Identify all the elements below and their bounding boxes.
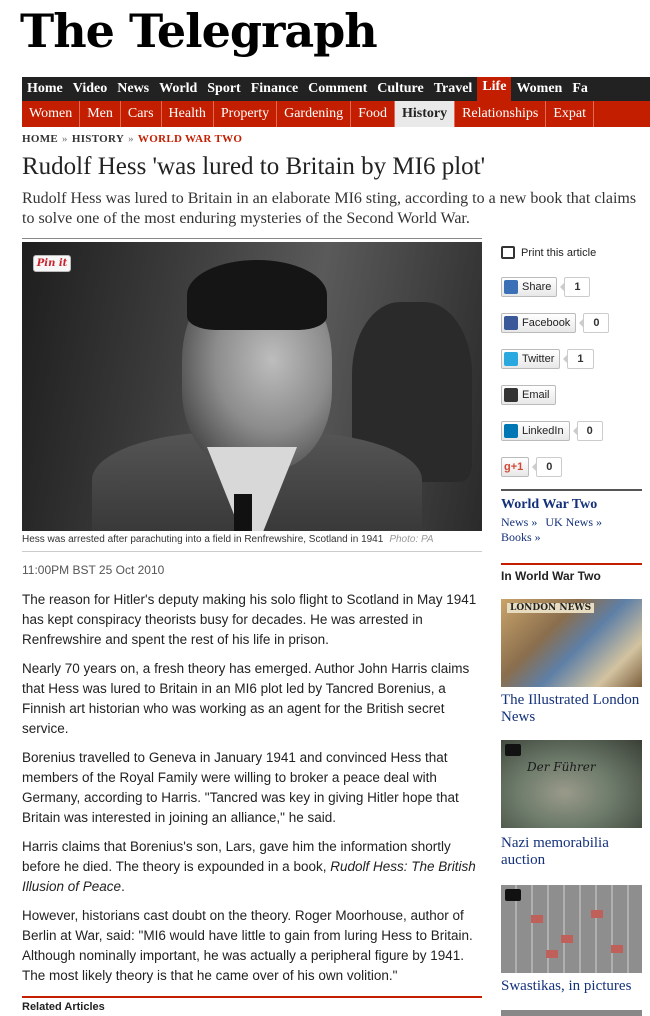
thumbnail-illustrated-london-news[interactable] (501, 599, 642, 687)
topic-title[interactable]: World War Two (501, 497, 598, 512)
print-article-link[interactable] (501, 246, 642, 259)
thumbnail-swastikas[interactable] (501, 885, 642, 973)
nav-item-fa[interactable]: Fa (572, 81, 588, 96)
photo-hair (187, 260, 327, 330)
thumbnail-text: Der Führer (527, 760, 596, 774)
divider (22, 551, 482, 552)
share-count: 0 (577, 421, 603, 441)
subnav-item-history[interactable]: History (395, 101, 455, 127)
tile-mark (531, 915, 543, 923)
share-share-button[interactable] (501, 277, 557, 297)
subnav-item-women[interactable]: Women (22, 101, 80, 127)
related-articles-heading: Related Articles (22, 996, 482, 1013)
nav-item-culture[interactable]: Culture (377, 81, 424, 96)
tile-mark (591, 910, 603, 918)
subnav-item-cars[interactable]: Cars (121, 101, 162, 127)
nav-item-home[interactable]: Home (27, 81, 63, 96)
caption-text: Hess was arrested after parachuting into a field in Renfrewshire, Scotland in 1941 (22, 534, 384, 545)
linkedin-icon (504, 424, 518, 438)
share-icon (504, 280, 518, 294)
article-paragraph: However, historians cast doubt on the theory. Roger Moorhouse, author of Berlin at War, said: "MI6 would have little to gain from luring Hess to Britain. Although nominally important, he was actually a peripheral figure by 1941. The most likely theory is that he came over of his own volition." (22, 908, 473, 983)
subnav-item-relationships[interactable]: Relationships (455, 101, 546, 127)
related-item-title[interactable]: Nazi memorabilia auction (501, 835, 609, 868)
facebook-share-button[interactable] (501, 313, 576, 333)
subnav-item-expat[interactable]: Expat (546, 101, 594, 127)
photo-caption (22, 534, 434, 545)
next-thumbnail[interactable] (501, 1010, 642, 1016)
related-item-title[interactable]: Swastikas, in pictures (501, 978, 632, 994)
topic-box (501, 489, 642, 545)
primary-nav (22, 77, 650, 101)
topic-link-news[interactable]: News » (501, 515, 538, 529)
thumbnail-text: LONDON NEWS (507, 603, 594, 613)
breadcrumb-history[interactable]: HISTORY (71, 133, 125, 145)
topic-link-books[interactable]: Books » (501, 530, 541, 544)
facebook-icon (504, 316, 518, 330)
subnav-item-men[interactable]: Men (80, 101, 121, 127)
masthead-logo[interactable]: The Telegraph (20, 4, 377, 58)
subnav-item-food[interactable]: Food (351, 101, 395, 127)
article-standfirst: Rudolf Hess was lured to Britain in an elaborate MI6 sting, according to a new book that claims to solve one of the most enduring mysteries of the Second World War. (22, 190, 637, 227)
nav-item-life[interactable]: Life (477, 77, 511, 101)
share-count: 0 (583, 313, 609, 333)
breadcrumb-separator: » (62, 133, 68, 145)
print-label: Print this article (521, 246, 597, 259)
related-item-title[interactable]: The Illustrated London News (501, 692, 640, 725)
topic-link-uk-news[interactable]: UK News » (545, 515, 602, 529)
secondary-nav (22, 101, 650, 127)
nav-item-women[interactable]: Women (516, 81, 563, 96)
thumbnail-nazi-memorabilia[interactable] (501, 740, 642, 828)
divider (22, 238, 482, 239)
article-paragraph: Borenius travelled to Geneva in January 1941 and convinced Hess that members of the Royal Family were willing to broker a peace deal with Germany, according to Harris. "Tancred was key in giving Hitler hope that Britain was interested in joining an alliance," he said. (22, 750, 459, 825)
article-headline: Rudolf Hess 'was lured to Britain by MI6 plot' (22, 153, 486, 180)
breadcrumb-home[interactable]: HOME (22, 133, 59, 145)
subnav-item-gardening[interactable]: Gardening (277, 101, 351, 127)
camera-icon (505, 889, 521, 901)
nav-item-video[interactable]: Video (72, 81, 108, 96)
nav-item-travel[interactable]: Travel (433, 81, 473, 96)
topic-links (501, 515, 642, 545)
photo-tie (234, 494, 252, 531)
tile-mark (546, 950, 558, 958)
linkedin-share-button[interactable] (501, 421, 570, 441)
email-share-button[interactable] (501, 385, 556, 405)
nav-item-sport[interactable]: Sport (207, 81, 241, 96)
subnav-item-health[interactable]: Health (162, 101, 214, 127)
share-row-facebook (501, 313, 609, 333)
article-paragraph: The reason for Hitler's deputy making his solo flight to Scotland in May 1941 has kept conspiracy theorists busy for decades. He was arrested in Renfrewshire and spent the rest of his life in prison. (22, 592, 477, 647)
tile-mark (611, 945, 623, 953)
email-icon (504, 388, 518, 402)
share-label: LinkedIn (522, 425, 564, 437)
share-row-share (501, 277, 590, 297)
share-label: Facebook (522, 317, 571, 329)
article-photo (22, 242, 482, 531)
photo-credit: Photo: PA (389, 534, 434, 545)
nav-item-world[interactable]: World (159, 81, 198, 96)
nav-item-comment[interactable]: Comment (308, 81, 368, 96)
twitter-share-button[interactable] (501, 349, 560, 369)
share-count: 1 (567, 349, 593, 369)
share-row-g1 (501, 457, 562, 477)
breadcrumb-current[interactable]: WORLD WAR TWO (137, 133, 243, 145)
article-body (22, 590, 484, 995)
article-paragraph: Nearly 70 years on, a fresh theory has emerged. Author John Harris claims that Hess was lured to Britain in an MI6 plot led by Tancred Borenius, a Finnish art historian who was working as an agent for the British secret service. (22, 661, 470, 736)
share-label: Twitter (522, 353, 555, 365)
breadcrumb-separator: » (128, 133, 134, 145)
pinit-button[interactable]: Pin it (33, 255, 71, 272)
share-row-email (501, 385, 556, 405)
share-label: Email (522, 389, 550, 401)
share-row-twitter (501, 349, 594, 369)
article-dateline: 11:00PM BST 25 Oct 2010 (22, 563, 165, 577)
share-row-linkedin (501, 421, 603, 441)
subnav-item-property[interactable]: Property (214, 101, 277, 127)
article-paragraph (22, 837, 484, 897)
breadcrumb (22, 133, 242, 145)
printer-icon (501, 246, 515, 259)
camera-icon (505, 744, 521, 756)
paragraph-text: Harris claims that Borenius's son, Lars, gave him the information shortly before he died. The theory is expounded in a book, (22, 839, 451, 874)
nav-item-news[interactable]: News (117, 81, 150, 96)
in-topic-heading: In World War Two (501, 563, 642, 583)
tile-mark (561, 935, 573, 943)
share-label: g+1 (504, 461, 524, 473)
share-label: Share (522, 281, 552, 293)
share-count: 0 (536, 457, 562, 477)
paragraph-text: . (121, 879, 125, 894)
twitter-icon (504, 352, 518, 366)
g1-share-button[interactable] (501, 457, 529, 477)
nav-item-finance[interactable]: Finance (250, 81, 299, 96)
book-title: Rudolf Hess: The British Illusion of Peace (22, 859, 476, 894)
share-count: 1 (564, 277, 590, 297)
